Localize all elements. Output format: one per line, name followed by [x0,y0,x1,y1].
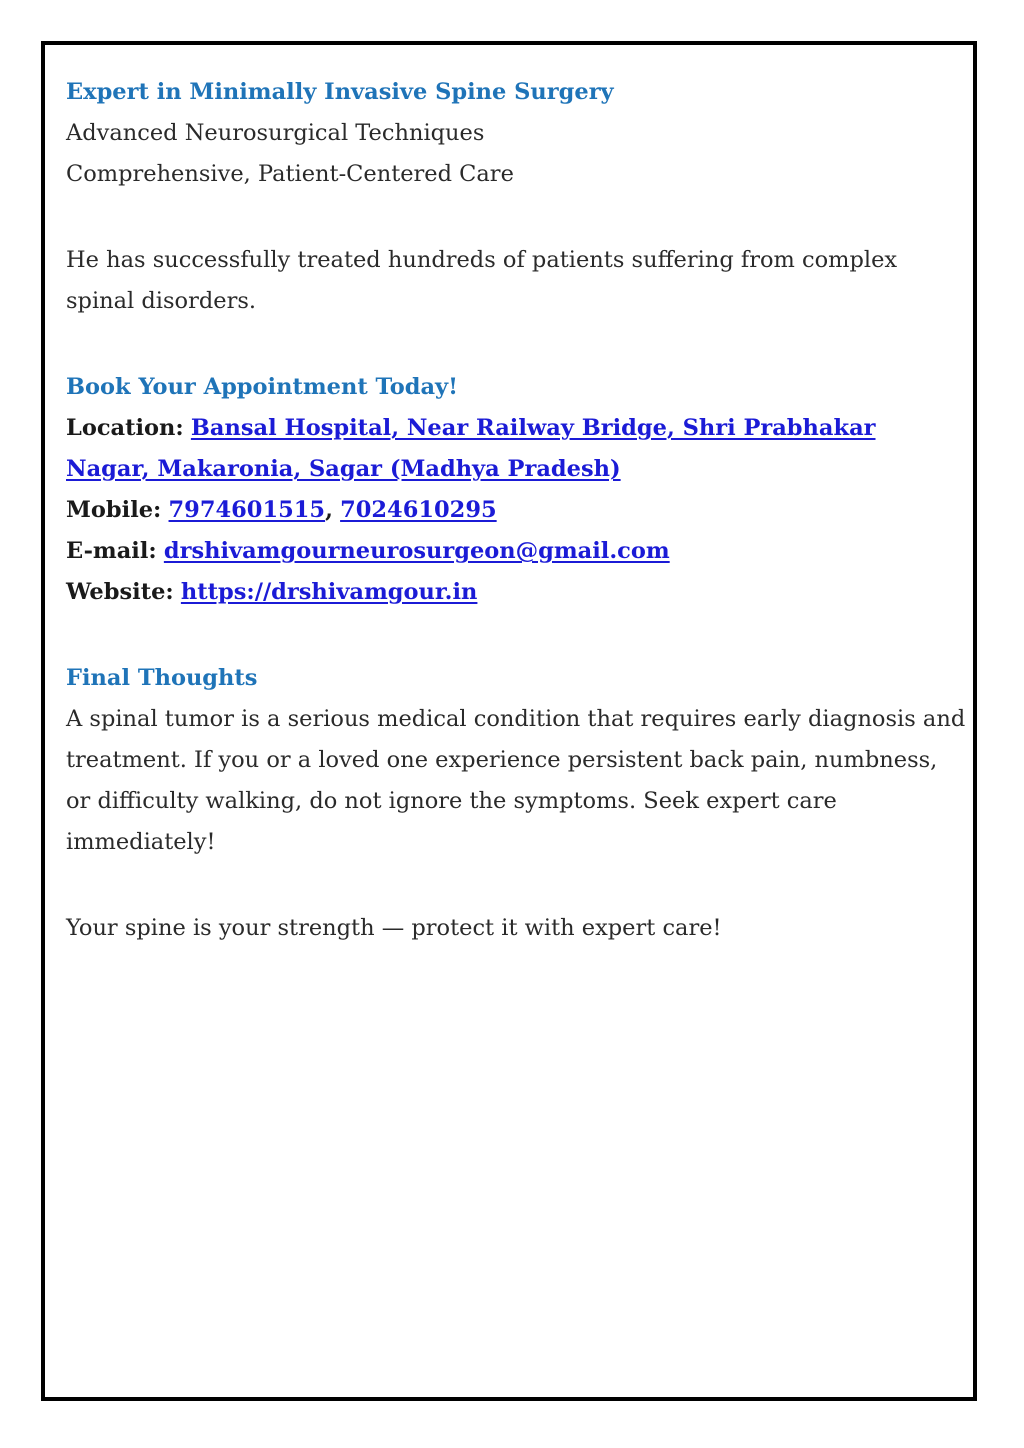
website-row [66,572,966,613]
statement-paragraph: He has successfully treated hundreds of patients suffering from complex spinal disorders. [66,247,898,314]
mobile-row [66,490,966,531]
final-paragraph: A spinal tumor is a serious medical condition that requires early diagnosis and treatment. If you or a loved one experience persistent back pain, numbness, or difficulty walking, do not ignore the symptoms. Seek expert care immediately! [66,706,966,855]
spacer [66,863,966,908]
page-frame [41,41,977,1401]
mobile-link-1[interactable]: 7974601515 [168,497,326,523]
intro-line-techniques: Advanced Neurosurgical Techniques [66,120,485,146]
email-link[interactable]: drshivamgourneurosurgeon@gmail.com [163,538,670,564]
intro-heading: Expert in Minimally Invasive Spine Surgery [66,79,614,105]
spacer [66,322,966,367]
spacer [66,613,966,658]
mobile-link-2[interactable]: 7024610295 [340,497,497,523]
mobile-label: Mobile: [66,497,162,523]
website-link[interactable]: https://drshivamgour.in [180,579,478,605]
email-row [66,531,966,572]
location-row [66,408,966,490]
website-label: Website: [66,579,174,605]
location-label: Location: [66,415,184,441]
location-link[interactable]: Bansal Hospital, Near Railway Bridge, Shri Prabhakar Nagar, Makaronia, Sagar (Madhya Pradesh) [66,415,876,482]
closing-line: Your spine is your strength — protect it with expert care! [66,915,722,941]
document-body [66,72,966,949]
intro-line-care: Comprehensive, Patient-Centered Care [66,161,514,187]
final-heading: Final Thoughts [66,665,258,691]
mobile-separator: , [325,497,333,523]
email-label: E-mail: [66,538,157,564]
spacer [66,195,966,240]
appointment-heading: Book Your Appointment Today! [66,374,458,400]
